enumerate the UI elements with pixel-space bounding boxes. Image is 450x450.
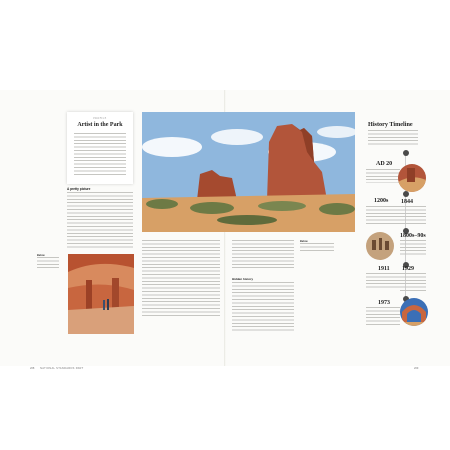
- timeline-year: 1800s–90s: [400, 233, 426, 239]
- profile-body-text: [74, 133, 126, 177]
- photo-caption-left: [37, 254, 61, 257]
- timeline-photo-3: [400, 298, 428, 326]
- timeline-entry-text: [400, 273, 426, 293]
- timeline-year: 1973: [378, 300, 390, 306]
- arch-image: [68, 254, 134, 334]
- timeline-entry-text: [400, 240, 426, 257]
- main-photo: [142, 112, 355, 232]
- canyon-landscape-image: [142, 112, 355, 232]
- timeline-year: 1200s: [374, 198, 389, 204]
- timeline-year: 1911: [378, 266, 390, 272]
- profile-title: Artist in the Park: [77, 122, 123, 128]
- arch-photo: [68, 254, 134, 334]
- timeline-entry-text: [366, 307, 400, 327]
- profile-kicker: PROFILE: [93, 117, 107, 120]
- profile-card: [67, 112, 133, 184]
- middle-column-text: [142, 240, 220, 316]
- timeline-marker: [403, 150, 409, 156]
- right-column-text: [232, 240, 294, 270]
- timeline-year: 1929: [402, 266, 414, 272]
- petroglyph-photo-icon: [366, 232, 394, 260]
- caption-right-text: [300, 243, 334, 251]
- left-running-head: NATIONAL STANDARDS PART: [40, 367, 84, 370]
- timeline-entry-text: [366, 273, 400, 290]
- arch-sky-photo-icon: [400, 298, 428, 326]
- left-folio: 208: [30, 367, 35, 370]
- timeline-marker: [403, 191, 409, 197]
- caption-left-lead: Below: [37, 254, 45, 257]
- caption-left-text: [37, 257, 59, 270]
- timeline-intro-text: [368, 130, 418, 146]
- timeline-photo-1: [398, 164, 426, 192]
- section-subheading: A pretty picture: [67, 187, 91, 191]
- timeline-title: History Timeline: [368, 121, 413, 128]
- photo-caption-right: [300, 240, 336, 243]
- timeline-year: 1844: [401, 199, 413, 205]
- timeline-photo-2: [366, 232, 394, 260]
- timeline-entry-text: [366, 206, 400, 226]
- rock-photo-icon: [398, 164, 426, 192]
- left-column-text: [67, 192, 133, 250]
- caption-right-lead: Below: [300, 240, 308, 243]
- timeline-entry-text: [366, 169, 400, 183]
- left-footer: [30, 367, 84, 370]
- timeline-entry-text: [400, 206, 426, 226]
- right-folio: 209: [414, 367, 419, 370]
- right-column-text-2: [232, 282, 294, 332]
- hidden-history-subheading: Hidden history: [232, 277, 254, 281]
- timeline-year: AD 20: [376, 161, 393, 167]
